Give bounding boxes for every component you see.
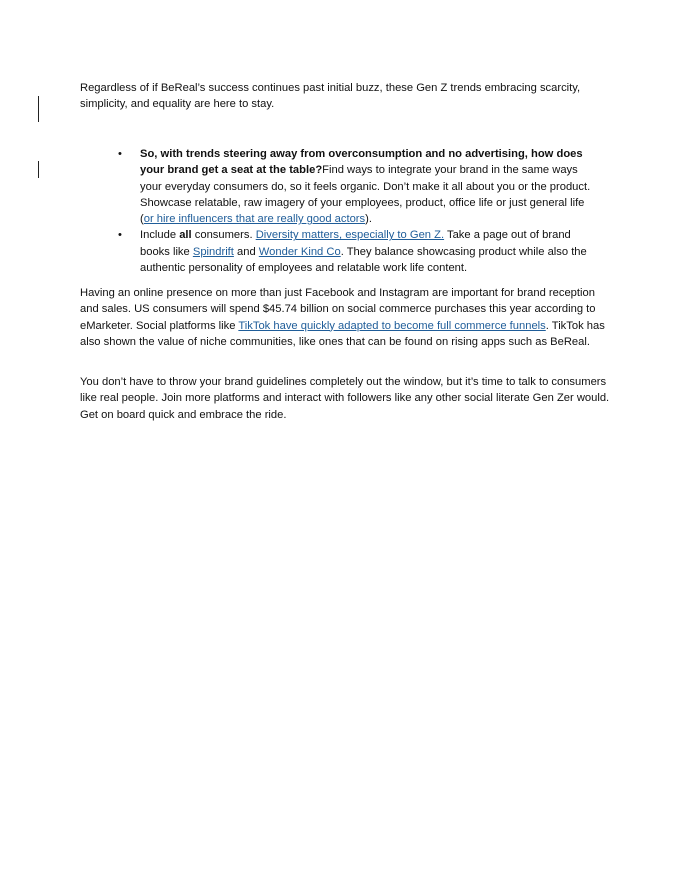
bullet-text-end: . They balance showcasing product while also the authentic personality of employees and relatable work life content. — [140, 245, 587, 275]
diversity-link[interactable]: Diversity matters, especially to Gen Z. — [255, 229, 445, 242]
bullet-bold-lead: So, with trends steering away from overconsumption and no advertising, how does your brand get a seat at the table? — [140, 148, 583, 177]
bullet-item — [118, 146, 598, 227]
paragraph-text: Having an online presence on more than just Facebook and Instagram are important for brand reception and sales. US consumers will spend $45.74 billion on social commerce purchases this year according to eMarketer. Social platforms like — [80, 287, 596, 332]
bullet-text-end: ). — [365, 213, 372, 226]
guidelines-paragraph: You don’t have to throw your brand guidelines completely out the window, but it’s time to talk to consumers like real people. Join more platforms and interact with followers like any other social literate Gen Zer would. Get on board quick and embrace the ride. — [80, 376, 610, 421]
bullet-text: consumers. — [191, 229, 256, 242]
bullet-text: and — [233, 245, 259, 258]
tiktok-commerce-link[interactable]: TikTok have quickly adapted to become full commerce funnels — [238, 319, 546, 332]
bullet-bold-word: all — [179, 229, 192, 242]
spindrift-link[interactable]: Spindrift — [192, 245, 234, 258]
bullet-dot-icon: • — [118, 148, 122, 160]
bullet-text: Find ways to integrate your brand in the same ways your everyday consumers do, so it feels organic. Don’t make it all about you or the product. Showcase relatable, raw imagery of your employees, product, office life or just general life ( — [140, 164, 591, 226]
bullet-text: Take a page out of brand books like — [140, 229, 571, 258]
change-bar — [38, 161, 39, 178]
intro-paragraph: Regardless of if BeReal’s success continues past initial buzz, these Gen Z trends embracing scarcity, simplicity, and equality are here to stay. — [80, 82, 581, 111]
bullet-dot-icon: • — [118, 229, 122, 242]
bullet-list — [118, 146, 598, 276]
wonder-kind-link[interactable]: Wonder Kind Co — [258, 245, 341, 258]
change-bar — [38, 96, 39, 122]
influencers-link[interactable]: or hire influencers that are really good actors — [143, 213, 366, 226]
paragraph-text: . TikTok has also shown the value of niche communities, like ones that can be found on rising apps such as BeReal. — [80, 319, 605, 348]
online-presence-paragraph — [80, 285, 610, 350]
bullet-text: Include — [140, 229, 180, 242]
bullet-item — [118, 227, 598, 276]
